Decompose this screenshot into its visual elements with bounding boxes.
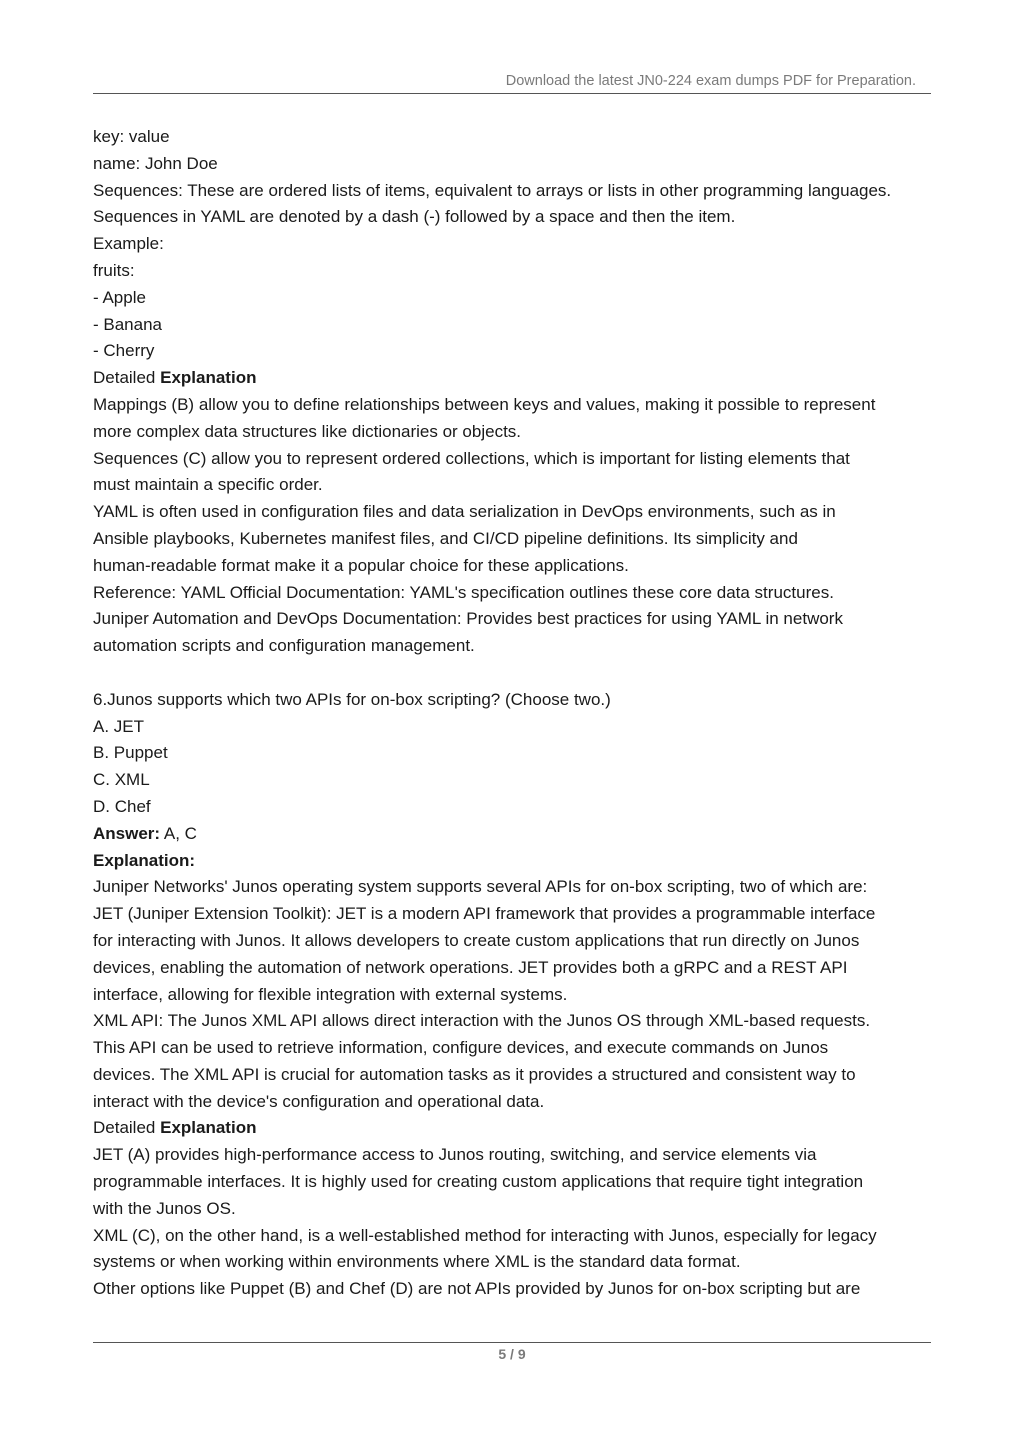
- body-line: Mappings (B) allow you to define relationships between keys and values, making it possible to represent: [93, 394, 876, 414]
- explanation-line: interact with the device's configuration and operational data.: [93, 1091, 545, 1111]
- body-line: name: John Doe: [93, 153, 218, 173]
- heading-bold: Explanation: [160, 368, 257, 388]
- explanation-label-line: [93, 848, 943, 875]
- explanation-line: systems or when working within environments where XML is the standard data format.: [93, 1252, 741, 1272]
- body-line: more complex data structures like dictionaries or objects.: [93, 421, 522, 441]
- detailed-explanation-heading: [93, 365, 943, 392]
- body-line: - Apple: [93, 287, 146, 307]
- explanation-line: XML (C), on the other hand, is a well-established method for interacting with Junos, especially for legacy: [93, 1225, 877, 1245]
- body-line: key: value: [93, 127, 170, 146]
- explanation-line: Juniper Networks' Junos operating system supports several APIs for on-box scripting, two of which are:: [93, 877, 868, 897]
- body-line: Juniper Automation and DevOps Documentation: Provides best practices for using YAML in network: [93, 609, 843, 629]
- explanation-line: devices. The XML API is crucial for automation tasks as it provides a structured and consistent way to: [93, 1064, 856, 1084]
- body-line: - Banana: [93, 314, 162, 334]
- page-header-text: Download the latest JN0-224 exam dumps PDF for Preparation.: [505, 73, 916, 89]
- body-line: Sequences: These are ordered lists of items, equivalent to arrays or lists in other programming languages.: [93, 180, 892, 200]
- option-b: B. Puppet: [93, 743, 168, 763]
- body-line: Sequences in YAML are denoted by a dash (-) followed by a space and then the item.: [93, 207, 736, 227]
- heading-prefix: Detailed: [93, 368, 161, 388]
- explanation-line: with the Junos OS.: [93, 1198, 236, 1218]
- explanation-line: This API can be used to retrieve information, configure devices, and execute commands on Junos: [93, 1038, 829, 1058]
- body-line: - Cherry: [93, 341, 155, 361]
- body-line: must maintain a specific order.: [93, 475, 323, 495]
- body-line: fruits:: [93, 260, 135, 280]
- explanation-label: Explanation:: [93, 850, 196, 870]
- explanation-line: JET (Juniper Extension Toolkit): JET is a modern API framework that provides a programmable interface: [93, 904, 876, 924]
- explanation-line: Other options like Puppet (B) and Chef (D) are not APIs provided by Junos for on-box scripting but are: [93, 1279, 861, 1299]
- explanation-line: interface, allowing for flexible integration with external systems.: [93, 984, 568, 1004]
- option-a: A. JET: [93, 716, 145, 736]
- body-line: Ansible playbooks, Kubernetes manifest files, and CI/CD pipeline definitions. Its simplicity and: [93, 528, 798, 548]
- heading-bold: Explanation: [160, 1118, 257, 1138]
- explanation-line: XML API: The Junos XML API allows direct interaction with the Junos OS through XML-based requests.: [93, 1011, 871, 1031]
- explanation-line: programmable interfaces. It is highly used for creating custom applications that require tight integration: [93, 1172, 864, 1192]
- question-text: 6.Junos supports which two APIs for on-box scripting? (Choose two.): [93, 689, 611, 709]
- detailed-explanation-heading: [93, 1115, 943, 1142]
- page-content: [93, 124, 943, 1303]
- answer-value: A, C: [160, 823, 197, 843]
- explanation-line: JET (A) provides high-performance access to Junos routing, switching, and service elements via: [93, 1145, 817, 1165]
- heading-prefix: Detailed: [93, 1118, 161, 1138]
- body-line: automation scripts and configuration management.: [93, 636, 475, 656]
- body-line: YAML is often used in configuration files and data serialization in DevOps environments, such as in: [93, 502, 836, 522]
- body-line: Example:: [93, 234, 164, 254]
- answer-line: [93, 821, 943, 848]
- explanation-line: devices, enabling the automation of network operations. JET provides both a gRPC and a REST API: [93, 957, 848, 977]
- explanation-line: for interacting with Junos. It allows developers to create custom applications that run directly on Junos: [93, 930, 860, 950]
- option-c: C. XML: [93, 770, 150, 790]
- body-line: human-readable format make it a popular choice for these applications.: [93, 555, 629, 575]
- answer-label: Answer:: [93, 823, 161, 843]
- body-line: Sequences (C) allow you to represent ordered collections, which is important for listing elements that: [93, 448, 850, 468]
- spacer: [93, 660, 943, 687]
- page-number: 5 / 9: [498, 1346, 526, 1362]
- option-d: D. Chef: [93, 796, 151, 816]
- body-line: Reference: YAML Official Documentation: YAML's specification outlines these core data structures.: [93, 582, 834, 602]
- footer-rule: [93, 1342, 931, 1343]
- header-rule: [93, 93, 931, 94]
